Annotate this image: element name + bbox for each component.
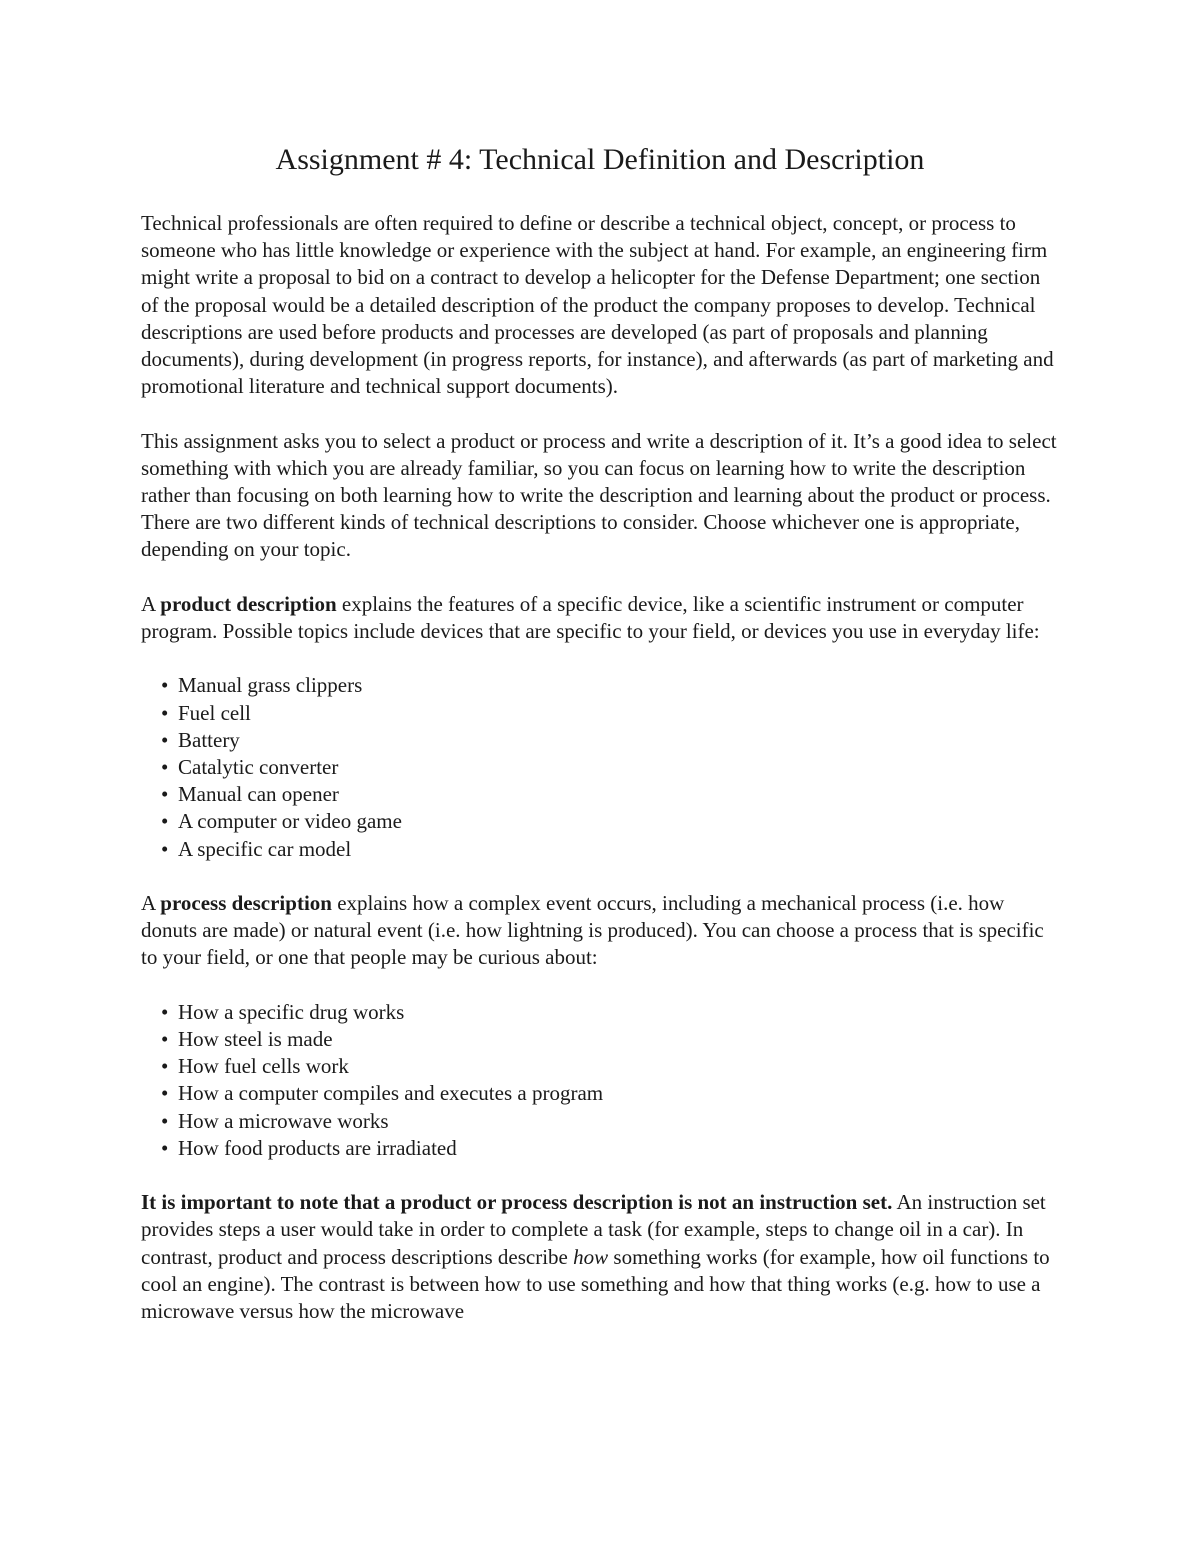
list-item: • How a specific drug works: [161, 999, 1059, 1026]
product-term: product description: [160, 591, 337, 616]
product-text: explains the features of a specific device, like a scientific instrument or computer program. Possible topics include devices that are specific to your field, or devices you use in everyday life:: [141, 591, 1040, 644]
product-topics-list: [141, 672, 1059, 862]
bullet-icon: •: [161, 755, 169, 780]
list-item: • Manual can opener: [161, 781, 1059, 808]
list-item: • Battery: [161, 727, 1059, 754]
process-paragraph: [141, 890, 1059, 972]
list-item: • How fuel cells work: [161, 1053, 1059, 1080]
bullet-icon: •: [161, 1027, 169, 1052]
note-bold: It is important to note that a product or process description is not an instruction set.: [141, 1190, 893, 1215]
bullet-icon: •: [161, 727, 169, 752]
intro-paragraph: Technical professionals are often required to define or describe a technical object, concept, or process to someone who has little knowledge or experience with the subject at hand. For example, an engineering firm might write a proposal to bid on a contract to develop a helicopter for the Defense Department; one section of the proposal would be a detailed description of the product the company proposes to develop. Technical descriptions are used before products and processes are developed (as part of proposals and planning documents), during development (in progress reports, for instance), and afterwards (as part of marketing and promotional literature and technical support documents).: [141, 211, 1054, 399]
note-paragraph: [141, 1189, 1059, 1325]
list-item: • How food products are irradiated: [161, 1135, 1059, 1162]
bullet-icon: •: [161, 673, 169, 698]
bullet-icon: •: [161, 1108, 169, 1133]
bullet-icon: •: [161, 1081, 169, 1106]
list-item: • How a microwave works: [161, 1108, 1059, 1135]
document-page: [141, 140, 1059, 1325]
bullet-icon: •: [161, 782, 169, 807]
list-item: • How a computer compiles and executes a program: [161, 1080, 1059, 1107]
note-text-1: An instruction set provides steps a user would take in order to complete a task (for example, steps to change oil in a car). In contrast, product and process descriptions describe: [141, 1190, 1046, 1269]
list-item: • A computer or video game: [161, 808, 1059, 835]
product-lead: A: [141, 591, 161, 616]
bullet-icon: •: [161, 836, 169, 861]
process-term: process description: [160, 891, 332, 916]
note-text-2: something works (for example, how oil functions to cool an engine). The contrast is between how to use something and how that thing works (e.g. how to use a microwave versus how the microwave: [141, 1244, 1050, 1324]
assignment-paragraph: This assignment asks you to select a product or process and write a description of it. It’s a good idea to select something with which you are already familiar, so you can focus on learning how to write the description rather than focusing on both learning how to write the description and learning about the product or process. There are two different kinds of technical descriptions to consider. Choose whichever one is appropriate, depending on your topic.: [141, 428, 1057, 562]
document-title: Assignment # 4: Technical Definition and Description: [275, 143, 925, 176]
list-item: • Fuel cell: [161, 700, 1059, 727]
product-paragraph: [141, 591, 1059, 645]
process-topics-list: [141, 999, 1059, 1162]
process-text: explains how a complex event occurs, including a mechanical process (i.e. how donuts are made) or natural event (i.e. how lightning is produced). You can choose a process that is specific to your field, or one that people may be curious about:: [141, 891, 1044, 970]
bullet-icon: •: [161, 700, 169, 725]
process-lead: A: [141, 891, 161, 916]
bullet-icon: •: [161, 809, 169, 834]
bullet-icon: •: [161, 999, 169, 1024]
note-italic: how: [573, 1244, 609, 1269]
list-item: • A specific car model: [161, 836, 1059, 863]
bullet-icon: •: [161, 1135, 169, 1160]
list-item: • How steel is made: [161, 1026, 1059, 1053]
bullet-icon: •: [161, 1054, 169, 1079]
list-item: • Catalytic converter: [161, 754, 1059, 781]
list-item: • Manual grass clippers: [161, 672, 1059, 699]
